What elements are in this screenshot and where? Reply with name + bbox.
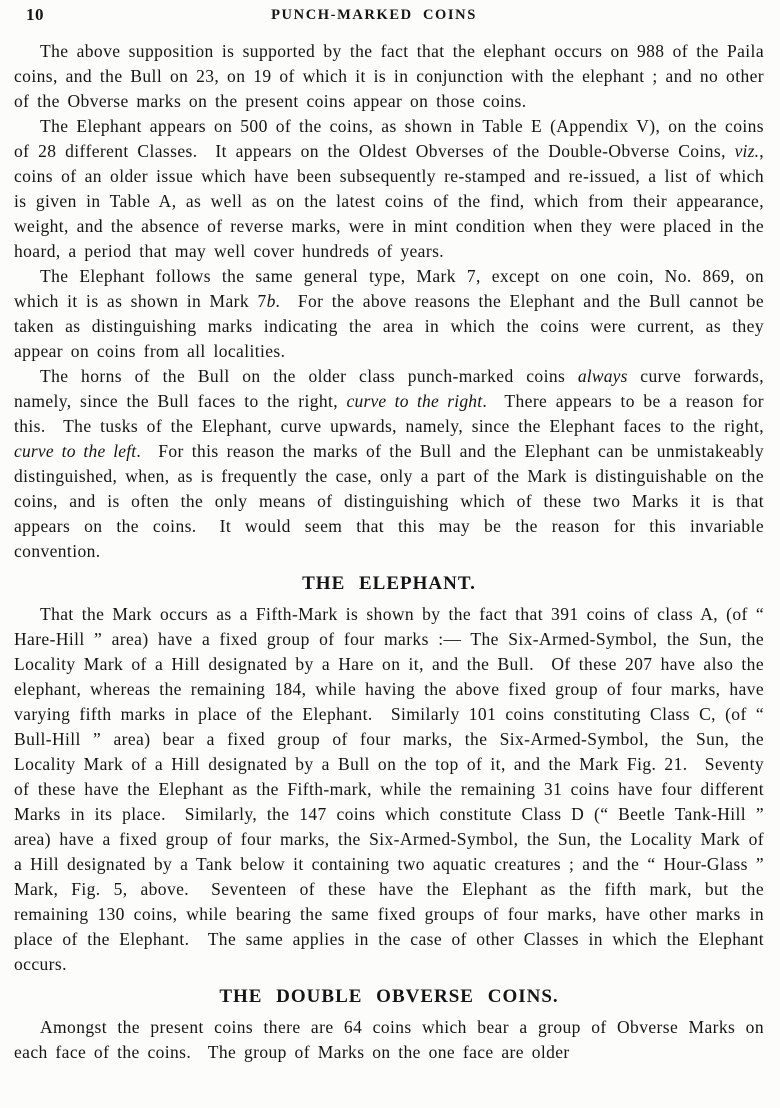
section-heading: THE DOUBLE OBVERSE COINS.: [219, 986, 559, 1007]
page-number: 10: [26, 5, 44, 24]
paragraph: [14, 264, 764, 364]
text-run: The Elephant appears on 500 of the coins, as shown in Table E (Appendix V), on the coins of 28 different Classes. It appears on the Oldest Obverses of the Double-Obverse Coins,: [14, 116, 764, 161]
paragraph: [14, 602, 764, 977]
text-run: The above supposition is supported by the fact that the elephant occurs on 988 of the Paila coins, and the Bull on 23, on 19 of which it is in conjunction with the elephant ; and no other of the Obverse marks on the present coins appear on those coins.: [14, 41, 764, 111]
paragraph: [14, 1015, 764, 1065]
text-run: The horns of the Bull on the older class punch-marked coins: [40, 366, 578, 386]
paragraph: [14, 364, 764, 564]
running-header: [14, 5, 764, 27]
italic-text-run: always: [577, 366, 628, 386]
italic-text-run: b: [266, 291, 276, 311]
text-run: That the Mark occurs as a Fifth-Mark is shown by the fact that 391 coins of class A, (of “ Hare-Hill ” area) have a fixed group of four marks :— The Six-Armed-Symbol, the Sun, the Locality Mark of a Hill designated by a Hare on it, and the Bull. Of these 207 have also the elephant, whereas the remaining 184, while having the above fixed group of four marks, have varying fifth marks in place of the Elephant. Similarly 101 coins constituting Class C, (of “ Bull-Hill ” area) bear a fixed group of four marks, the Six-Armed-Symbol, the Sun, the Locality Mark of a Hill designated by a Bull on the top of it, and the Mark Fig. 21. Seventy of these have the Elephant as the Fifth-mark, while the remaining 31 coins have four different Marks in its place. Similarly, the 147 coins which constitute Class D (“ Beetle Tank-Hill ” area) have a fixed group of four marks, the Six-Armed-Symbol, the Sun, the Locality Mark of a Hill designated by a Tank below it containing two aquatic creatures ; and the “ Hour-Glass ” Mark, Fig. 5, above. Seventeen of these have the Elephant as the fifth mark, but the remaining 130 coins, while bearing the same fixed groups of four marks, have other marks in place of the Elephant. The same applies in the case of other Classes in which the Elephant occurs.: [14, 604, 764, 974]
paragraph: [14, 39, 764, 114]
text-run: . There appears to be a reason for this. The tusks of the Elephant, curve upwards, namely, since the Elephant faces to the right,: [14, 391, 764, 436]
text-run: . For this reason the marks of the Bull and the Elephant can be unmistakeably distinguished, when, as is frequently the case, only a part of the Mark is distinguishable on the coins, and is often the only means of distinguishing which of these two Marks it is that appears on the coins. It would seem that this may be the reason for this invariable convention.: [14, 441, 764, 561]
text-run: . For the above reasons the Elephant and the Bull cannot be taken as distinguishing marks indicating the area in which the coins were current, as they appear on coins from all localities.: [14, 291, 764, 361]
italic-text-run: curve to the left: [14, 441, 137, 461]
running-title: PUNCH-MARKED COINS: [271, 7, 477, 23]
text-column: [14, 39, 764, 1065]
text-run: , coins of an older issue which have been subsequently re-stamped and re-issued, a list of which is given in Table A, as well as on the latest coins of the find, which from their appearance, weight, and the absence of reverse marks, were in mint condition when they were placed in the hoard, a period that may well cover hundreds of years.: [14, 141, 764, 261]
paragraph: [14, 114, 764, 264]
text-run: The Elephant follows the same general type, Mark 7, except on one coin, No. 869, on which it is as shown in Mark 7: [14, 266, 764, 311]
text-run: Amongst the present coins there are 64 coins which bear a group of Obverse Marks on each face of the coins. The group of Marks on the one face are older: [14, 1017, 764, 1062]
italic-text-run: curve to the right: [346, 391, 483, 411]
section-heading: THE ELEPHANT.: [302, 573, 476, 594]
text-run: curve forwards, namely, since the Bull faces to the right,: [14, 366, 764, 411]
italic-text-run: viz.: [734, 141, 760, 161]
